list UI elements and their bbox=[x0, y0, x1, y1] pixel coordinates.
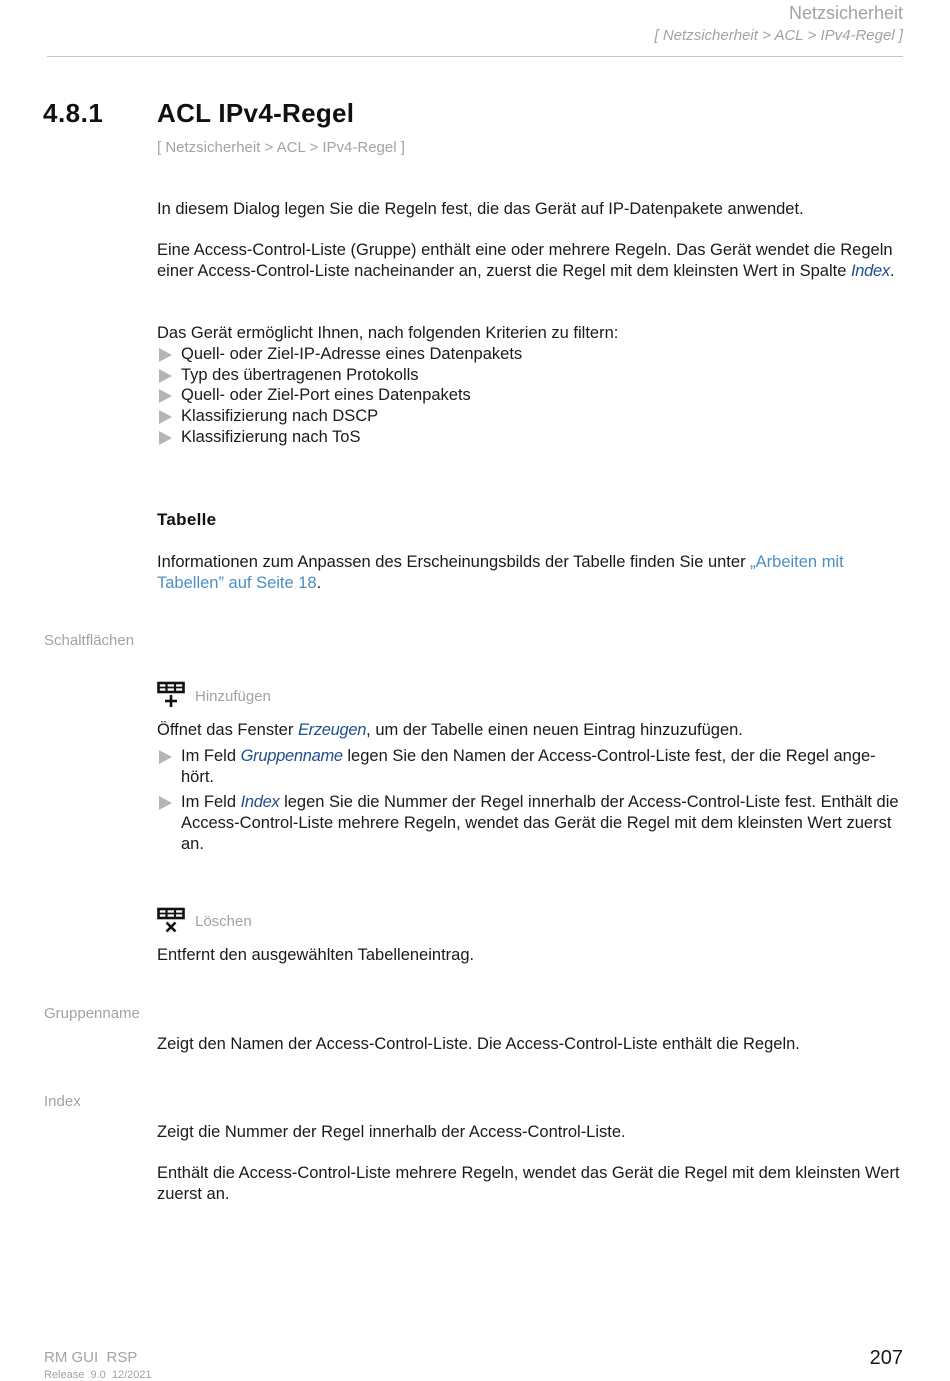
punctuation: . bbox=[889, 261, 895, 280]
intro-paragraph-2 bbox=[157, 240, 905, 282]
section-breadcrumb: [ Netzsicherheit > ACL > IPv4-Regel ] bbox=[157, 139, 405, 156]
running-header-title: Netzsicherheit bbox=[788, 3, 903, 23]
criteria-list bbox=[157, 344, 905, 448]
list-item: Typ des übertragenen Protokolls bbox=[157, 365, 905, 386]
add-description bbox=[157, 720, 905, 855]
intro-text-1: In diesem Dialog legen Sie die Regeln fest, die das Gerät auf IP-Datenpakete anwendet. bbox=[157, 200, 804, 218]
field-label-index: Index bbox=[44, 1093, 81, 1110]
keyword-index: Index bbox=[240, 793, 280, 812]
table-heading: Tabelle bbox=[157, 510, 217, 529]
criteria-intro: Das Gerät ermöglicht Ihnen, nach folgenden Kriterien zu filtern: bbox=[157, 324, 619, 342]
list-item: Quell- oder Ziel-Port eines Datenpakets bbox=[157, 385, 905, 406]
add-details-list bbox=[157, 746, 905, 855]
keyword-index: Index bbox=[850, 261, 890, 280]
running-header-path: [ Netzsicherheit > ACL > IPv4-Regel ] bbox=[654, 27, 903, 44]
add-button[interactable] bbox=[157, 680, 185, 713]
add-button-label: Hinzufügen bbox=[195, 688, 271, 705]
table-text: Informationen zum Anpassen des Erscheinungsbilds der Tabelle finden Sie unter bbox=[157, 553, 751, 571]
list-item bbox=[157, 746, 905, 788]
table-add-icon bbox=[157, 680, 185, 708]
footer-release: Release 9.0 12/2021 bbox=[44, 1369, 152, 1381]
footer-document: RM GUI RSP bbox=[44, 1349, 138, 1366]
section-number: 4.8.1 bbox=[43, 98, 104, 128]
add-desc-text: Öffnet das Fenster bbox=[157, 721, 298, 739]
delete-button[interactable] bbox=[157, 906, 185, 939]
table-delete-icon bbox=[157, 906, 185, 934]
list-item bbox=[157, 792, 905, 854]
item-text-end: legen Sie den Namen der Access-Control-Liste fest, der die Regel ange-hört. bbox=[181, 746, 876, 786]
punctuation: . bbox=[316, 573, 322, 592]
delete-description: Entfernt den ausgewählten Tabelleneintrag. bbox=[157, 946, 475, 964]
item-text: Im Feld bbox=[181, 793, 241, 812]
delete-button-label: Löschen bbox=[195, 913, 252, 930]
list-item: Klassifizierung nach ToS bbox=[157, 427, 905, 448]
item-text-end: legen Sie die Nummer der Regel innerhalb der Access-Control-Liste fest. Enthält die Access-Control-Liste mehrere Regeln, wendet das Gerät die Regel mit dem kleinsten Wert zuerst an. bbox=[181, 793, 899, 853]
field-desc-index-1: Zeigt die Nummer der Regel innerhalb der Access-Control-Liste. bbox=[157, 1123, 626, 1141]
item-text: Im Feld bbox=[181, 746, 241, 765]
section-title: ACL IPv4-Regel bbox=[157, 98, 355, 128]
list-item: Quell- oder Ziel-IP-Adresse eines Datenpakets bbox=[157, 344, 905, 365]
header-divider bbox=[47, 56, 903, 57]
buttons-label: Schaltflächen bbox=[44, 632, 135, 649]
field-label-gruppenname: Gruppenname bbox=[44, 1005, 140, 1022]
table-paragraph bbox=[157, 552, 905, 594]
keyword-erzeugen: Erzeugen bbox=[297, 721, 367, 739]
intro-text-2: Eine Access-Control-Liste (Gruppe) enthält eine oder mehrere Regeln. Das Gerät wendet die Regeln einer Access-Control-Liste nacheinander an, zuerst die Regel mit dem kleinsten Wert in Spalte bbox=[157, 241, 893, 280]
field-desc-gruppenname: Zeigt den Namen der Access-Control-Liste. Die Access-Control-Liste enthält die Regeln. bbox=[157, 1035, 800, 1053]
add-desc-text-end: , um der Tabelle einen neuen Eintrag hinzuzufügen. bbox=[366, 721, 743, 739]
page-number: 207 bbox=[869, 1347, 903, 1369]
list-item: Klassifizierung nach DSCP bbox=[157, 406, 905, 427]
field-desc-index-2: Enthält die Access-Control-Liste mehrere Regeln, wendet das Gerät die Regel mit dem kleinsten Wert zuerst an. bbox=[157, 1164, 900, 1203]
intro-paragraph-1 bbox=[157, 199, 905, 220]
table-reference-link[interactable]: „Arbeiten mit Tabellen” auf Seite 18 bbox=[157, 553, 844, 592]
keyword-gruppenname: Gruppenname bbox=[240, 746, 343, 765]
criteria-block bbox=[157, 323, 905, 448]
